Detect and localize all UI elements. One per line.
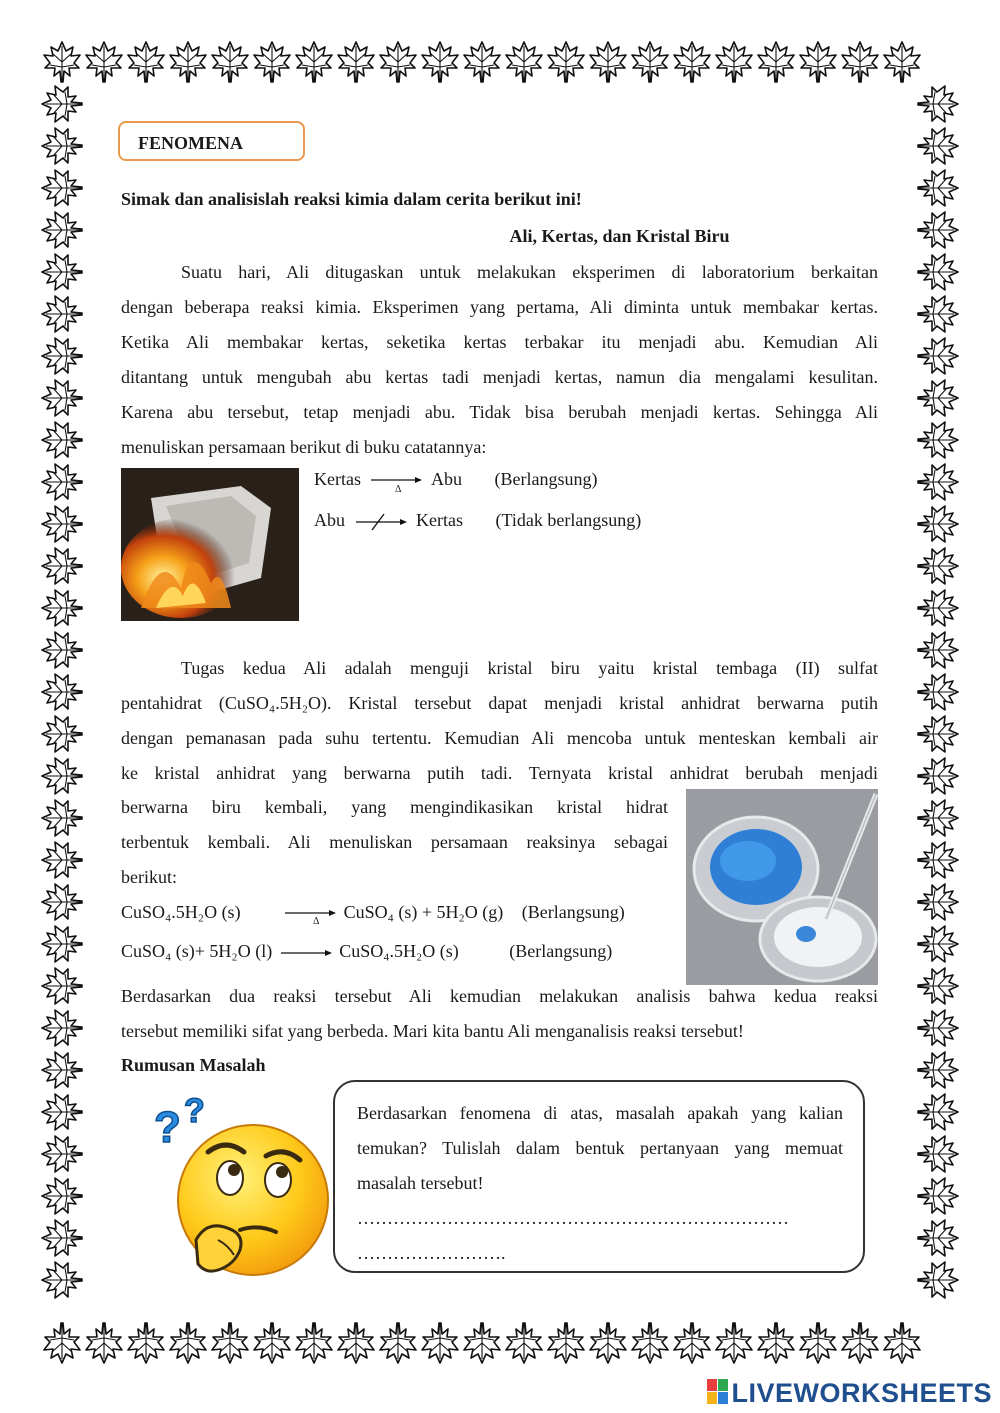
leaf-ornament xyxy=(918,632,958,668)
paragraph-1-line: dengan beberapa reaksi kimia. Eksperimen yang pertama, Ali diminta untuk membakar kertas. xyxy=(121,297,878,317)
leaf-ornament xyxy=(44,1323,80,1363)
leaf-ornament xyxy=(338,42,374,82)
leaf-ornament xyxy=(918,86,958,122)
leaf-ornament xyxy=(464,42,500,82)
leaf-ornament xyxy=(918,1220,958,1256)
leaf-ornament xyxy=(716,1323,752,1363)
paragraph-1-line: Ketika Ali membakar kertas, seketika kertas terbakar itu menjadi abu. Kemudian Ali xyxy=(121,332,878,352)
paragraph-2-line: dengan pemanasan pada suhu tertentu. Kemudian Ali mencoba untuk menteskan kembali air xyxy=(121,728,878,748)
leaf-ornament xyxy=(42,1178,82,1214)
instruction: Simak dan analisislah reaksi kimia dalam cerita berikut ini! xyxy=(121,189,582,209)
leaf-ornament xyxy=(170,42,206,82)
burning-paper-photo xyxy=(121,468,299,621)
copper-sulfate-crystal-photo xyxy=(686,789,878,985)
leaf-ornament xyxy=(918,674,958,710)
equation-ash-to-paper xyxy=(314,510,641,531)
leaf-ornament xyxy=(716,42,752,82)
paragraph-2-line: Tugas kedua Ali adalah menguji kristal biru yaitu kristal tembaga (II) sulfat xyxy=(181,658,878,678)
leaf-ornament xyxy=(42,128,82,164)
leaf-ornament xyxy=(918,1094,958,1130)
leaf-ornament xyxy=(918,926,958,962)
leaf-ornament xyxy=(884,42,920,82)
leaf-ornament xyxy=(918,422,958,458)
equation-product: CuSO₄ (s) + 5H₂O (g) xyxy=(343,902,504,922)
leaf-ornament xyxy=(422,1323,458,1363)
reaction-arrow-icon xyxy=(279,944,333,962)
leaf-ornament xyxy=(42,590,82,626)
leaf-ornament xyxy=(506,1323,542,1363)
leaf-ornament xyxy=(254,1323,290,1363)
leaf-ornament xyxy=(918,170,958,206)
heat-symbol: Δ xyxy=(313,916,320,927)
leaf-ornament xyxy=(42,632,82,668)
leaf-ornament xyxy=(296,42,332,82)
story-title: Ali, Kertas, dan Kristal Biru xyxy=(509,226,730,246)
paragraph-3-line: Berdasarkan dua reaksi tersebut Ali kemudian melakukan analisis bahwa kedua reaksi xyxy=(121,986,878,1006)
leaf-ornament xyxy=(590,42,626,82)
leaf-ornament xyxy=(918,758,958,794)
leaf-ornament xyxy=(212,1323,248,1363)
equation-reactant: Kertas xyxy=(314,469,361,489)
section-heading: Rumusan Masalah xyxy=(121,1055,266,1075)
paragraph-3-line: tersebut memiliki sifat yang berbeda. Mari kita bantu Ali menganalisis reaksi tersebut! xyxy=(121,1021,744,1041)
leaf-ornament xyxy=(42,842,82,878)
svg-text:?: ? xyxy=(184,1092,205,1130)
leaf-ornament xyxy=(86,1323,122,1363)
leaf-ornament xyxy=(42,1094,82,1130)
leaf-ornament xyxy=(338,1323,374,1363)
leaf-ornament xyxy=(918,212,958,248)
leaf-ornament xyxy=(42,212,82,248)
paragraph-2 xyxy=(121,651,878,791)
liveworksheets-wordmark: LIVEWORKSHEETS xyxy=(731,1378,992,1408)
leaf-ornament xyxy=(42,1220,82,1256)
leaf-ornament xyxy=(42,1262,82,1298)
liveworksheets-logo[interactable] xyxy=(707,1378,992,1409)
reaction-arrow-icon xyxy=(283,905,337,923)
heat-symbol: Δ xyxy=(395,484,402,495)
leaf-ornament xyxy=(918,296,958,332)
equation-reactant: Abu xyxy=(314,510,345,530)
leaf-ornament xyxy=(422,42,458,82)
leaf-ornament xyxy=(128,42,164,82)
leaf-ornament xyxy=(296,1323,332,1363)
leaf-ornament xyxy=(918,968,958,1004)
paragraph-2-line: ke kristal anhidrat yang berwarna putih tadi. Ternyata kristal anhidrat berubah menjadi xyxy=(121,763,878,783)
svg-text:?: ? xyxy=(154,1103,181,1152)
equation-product: Kertas xyxy=(416,510,463,530)
answer-dotted-line[interactable]: ……………………………………………………………… xyxy=(357,1208,789,1228)
leaf-ornament xyxy=(632,1323,668,1363)
leaf-ornament xyxy=(918,1262,958,1298)
problem-formulation-box xyxy=(333,1080,865,1273)
leaf-ornament xyxy=(918,800,958,836)
reaction-status: (Berlangsung) xyxy=(494,469,598,489)
leaf-ornament xyxy=(170,1323,206,1363)
leaf-ornament xyxy=(548,1323,584,1363)
leaf-ornament xyxy=(42,1010,82,1046)
paragraph-1-line: ditantang untuk mengubah abu kertas tadi menjadi kertas, namun dia mengalami kesulitan. xyxy=(121,367,878,387)
liveworksheets-icon xyxy=(707,1379,729,1405)
leaf-ornament xyxy=(42,674,82,710)
leaf-ornament xyxy=(674,42,710,82)
crossed-arrow-icon xyxy=(354,513,408,531)
leaf-ornament xyxy=(254,42,290,82)
leaf-ornament xyxy=(42,422,82,458)
leaf-ornament xyxy=(86,42,122,82)
leaf-ornament xyxy=(380,1323,416,1363)
leaf-ornament xyxy=(42,86,82,122)
question-line: Berdasarkan fenomena di atas, masalah apakah yang kalian xyxy=(357,1103,843,1123)
leaf-ornament xyxy=(42,1136,82,1172)
leaf-ornament xyxy=(800,42,836,82)
equation-hydration xyxy=(121,941,612,962)
leaf-ornament xyxy=(42,296,82,332)
leaf-ornament xyxy=(918,548,958,584)
leaf-ornament xyxy=(44,42,80,82)
leaf-ornament xyxy=(42,926,82,962)
leaf-ornament xyxy=(918,1178,958,1214)
leaf-ornament xyxy=(918,716,958,752)
reaction-status: (Tidak berlangsung) xyxy=(495,510,642,530)
leaf-ornament xyxy=(918,254,958,290)
leaf-ornament xyxy=(674,1323,710,1363)
paragraph-1-line: Karena abu tersebut, tetap menjadi abu. Tidak bisa berubah menjadi kertas. Sehingga Ali xyxy=(121,402,878,422)
leaf-ornament xyxy=(918,842,958,878)
paragraph-1-line: Suatu hari, Ali ditugaskan untuk melakukan eksperimen di laboratorium berkaitan xyxy=(181,262,878,282)
paragraph-2-line: berikut: xyxy=(121,867,177,887)
leaf-ornament xyxy=(918,884,958,920)
leaf-ornament xyxy=(758,42,794,82)
leaf-ornament xyxy=(918,1136,958,1172)
leaf-ornament xyxy=(918,380,958,416)
leaf-ornament xyxy=(42,548,82,584)
leaf-ornament xyxy=(918,1010,958,1046)
leaf-ornament xyxy=(632,42,668,82)
leaf-ornament xyxy=(918,590,958,626)
equation-product: CuSO₄.5H₂O (s) xyxy=(339,941,459,961)
leaf-ornament xyxy=(590,1323,626,1363)
leaf-ornament xyxy=(128,1323,164,1363)
leaf-ornament xyxy=(212,42,248,82)
question-line: masalah tersebut! xyxy=(357,1173,484,1193)
thinking-face-icon xyxy=(148,1090,333,1285)
paragraph-2-line: berwarna biru kembali, yang mengindikasikan kristal hidrat xyxy=(121,797,668,817)
leaf-ornament xyxy=(42,464,82,500)
leaf-ornament xyxy=(918,506,958,542)
paragraph-2-line: terbentuk kembali. Ali menuliskan persamaan reaksinya sebagai xyxy=(121,832,668,852)
equation-burn-paper xyxy=(314,469,598,495)
paragraph-1-line: menuliskan persamaan berikut di buku catatannya: xyxy=(121,437,487,457)
paragraph-1 xyxy=(121,255,878,465)
equation-reactant: CuSO₄ (s)+ 5H₂O (l) xyxy=(121,941,273,961)
equation-reactant: CuSO₄.5H₂O (s) xyxy=(121,902,241,922)
leaf-ornament xyxy=(918,1052,958,1088)
leaf-ornament xyxy=(42,800,82,836)
leaf-ornament xyxy=(42,968,82,1004)
leaf-ornament xyxy=(42,506,82,542)
leaf-ornament xyxy=(42,170,82,206)
answer-dotted-line[interactable]: ……………………. xyxy=(357,1243,506,1263)
leaf-ornament xyxy=(42,758,82,794)
reaction-status: (Berlangsung) xyxy=(509,941,613,961)
leaf-ornament xyxy=(42,338,82,374)
equation-product: Abu xyxy=(431,469,462,489)
leaf-ornament xyxy=(548,42,584,82)
reaction-status: (Berlangsung) xyxy=(521,902,625,922)
paragraph-2-narrow xyxy=(121,790,668,895)
leaf-ornament xyxy=(42,1052,82,1088)
leaf-ornament xyxy=(918,464,958,500)
question-line: temukan? Tulislah dalam bentuk pertanyaan yang memuat xyxy=(357,1138,843,1158)
leaf-ornament xyxy=(800,1323,836,1363)
leaf-ornament xyxy=(42,254,82,290)
fenomena-label: FENOMENA xyxy=(118,121,305,161)
leaf-ornament xyxy=(842,1323,878,1363)
paragraph-2-line: pentahidrat (CuSO₄.5H₂O). Kristal tersebut dapat menjadi kristal anhidrat berwarna putih xyxy=(121,693,878,713)
leaf-ornament xyxy=(842,42,878,82)
leaf-ornament xyxy=(758,1323,794,1363)
leaf-ornament xyxy=(884,1323,920,1363)
leaf-ornament xyxy=(506,42,542,82)
leaf-ornament xyxy=(918,128,958,164)
leaf-ornament xyxy=(42,716,82,752)
leaf-ornament xyxy=(42,380,82,416)
paragraph-3 xyxy=(121,979,878,1049)
equation-dehydration xyxy=(121,902,625,927)
leaf-ornament xyxy=(380,42,416,82)
leaf-ornament xyxy=(464,1323,500,1363)
leaf-ornament xyxy=(918,338,958,374)
leaf-ornament xyxy=(42,884,82,920)
